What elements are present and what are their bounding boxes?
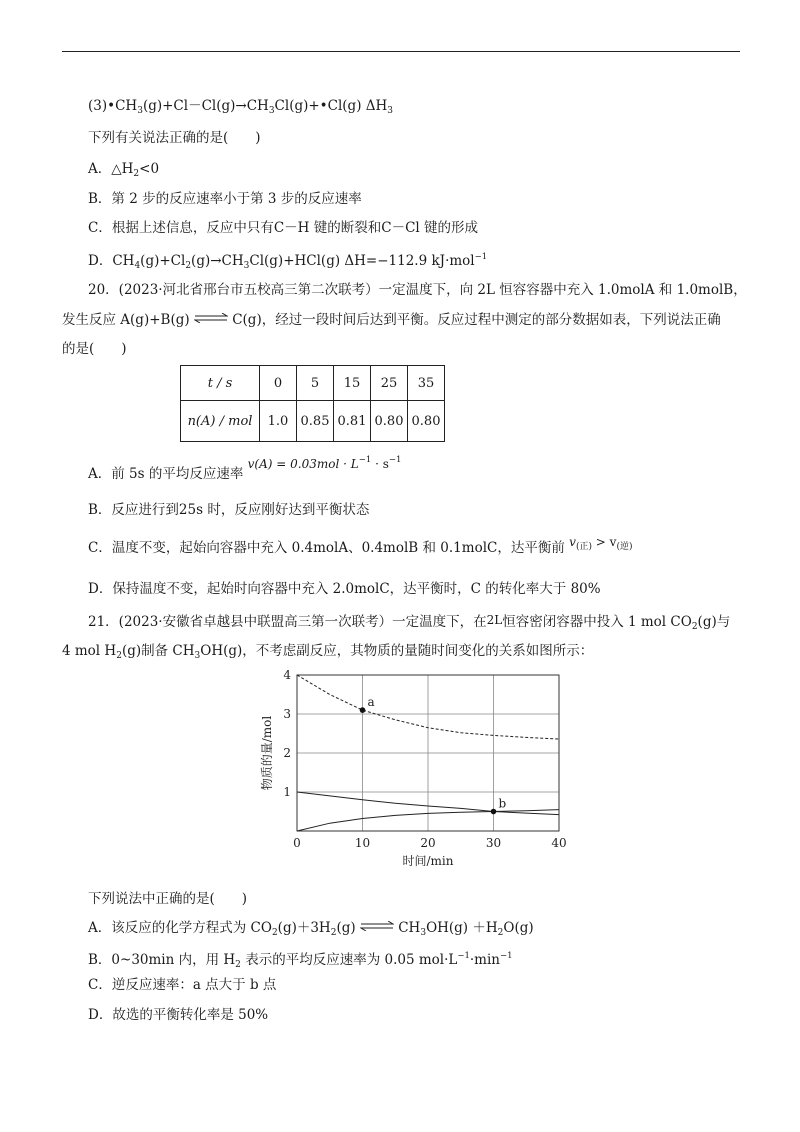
- table-row: [181, 401, 445, 442]
- q20-line3: 的是( ): [62, 341, 127, 357]
- q19-step3: $(3)•CH_3(g)+Cl-Cl(g)\to CH_3Cl(g)+•Cl(g)$ $\Delta H_3$: [88, 98, 394, 116]
- x-tick-label: 0: [293, 836, 301, 850]
- q20-option-c: C．温度不变，起始向容器中充入 0.4molA、0.4molB 和 0.1molC，达平衡前 $v_{(正)} > v_{(逆)}$: [88, 535, 633, 556]
- x-tick-label: 10: [354, 836, 371, 850]
- table-cell: 0.80: [408, 401, 445, 442]
- q19-option-d: D．$CH_4(g)+Cl_2(g)\to CH_3Cl(g)+HCl(g)$ ΔH=−112.9 kJ·mol$^{-1}$: [88, 252, 488, 271]
- y-tick-label: 1: [283, 785, 291, 799]
- table-cell: 0.81: [334, 401, 371, 442]
- table-cell: 25: [371, 366, 408, 401]
- q21-prompt: 下列说法中正确的是( ): [88, 891, 248, 907]
- equilibrium-arrow-icon: [360, 921, 394, 931]
- chart-grid: [297, 675, 559, 831]
- chart-labels: [259, 668, 567, 868]
- rate-formula: $v(A) = 0.03mol \cdot L^{-1} \cdot s^{-1}$: [247, 455, 402, 471]
- equilibrium-arrow-icon: [194, 313, 228, 323]
- point-b: [491, 809, 497, 815]
- table-cell: 0.80: [371, 401, 408, 442]
- q20-data-table: [180, 365, 445, 442]
- table-header-amount: n(A) / mol: [181, 401, 260, 442]
- q21-option-c: C．逆反应速率：a 点大于 b 点: [88, 977, 277, 993]
- q19-prompt: 下列有关说法正确的是( ): [88, 130, 261, 146]
- q21-option-d: D．故选的平衡转化率是 50%: [88, 1007, 269, 1023]
- q20-option-a: A．前 5s 的平均反应速率 $v(A) = 0.03mol \cdot L^{-1} \cdot s^{-1}$: [88, 455, 402, 482]
- y-tick-label: 3: [283, 707, 291, 721]
- q20-line1: 20．(2023·河北省邢台市五校高三第二次联考）一定温度下，向 2L 恒容容器中充入 1.0molA 和 1.0molB，: [88, 282, 747, 298]
- table-row: [181, 366, 445, 401]
- y-tick-label: 4: [283, 668, 291, 682]
- q19-option-a: A．$\triangle H_2<0$: [88, 161, 160, 179]
- x-axis-label: 时间/min: [402, 854, 454, 868]
- y-tick-label: 2: [283, 746, 291, 760]
- point-a: [360, 707, 366, 713]
- q21-line1: 21．(2023·安徽省卓越县中联盟高三第一次联考）一定温度下，在2L恒容密闭容器中投入 1 mol $CO_2(g)$与: [88, 613, 731, 632]
- rate-comparison-formula: $v_{(正)} > v_{(逆)}$: [569, 535, 633, 552]
- table-cell: 1.0: [260, 401, 297, 442]
- q21-line2: 4 mol $H_2(g)$制备 $CH_3OH(g)$，不考虑副反应，其物质的量随时间变化的关系如图所示：: [62, 643, 594, 661]
- point-label-b: b: [498, 796, 507, 811]
- q19-option-b: B．第 2 步的反应速率小于第 3 步的反应速率: [88, 191, 362, 207]
- table-cell: 15: [334, 366, 371, 401]
- x-tick-label: 40: [551, 836, 567, 850]
- table-cell: 0: [260, 366, 297, 401]
- table-cell: 35: [408, 366, 445, 401]
- q20-option-d: D．保持温度不变，起始时向容器中充入 2.0molC，达平衡时，C 的转化率大于 80%: [88, 581, 601, 597]
- q21-option-b: B．0~30min 内，用 $H_2$ 表示的平均反应速率为 0.05 $mol\cdot L^{-1}\cdot\min^{-1}$: [88, 951, 513, 970]
- y-axis-label: 物质的量/mol: [260, 715, 274, 791]
- q20-line2: 发生反应 A(g)+B(g) C(g)，经过一段时间后达到平衡。反应过程中测定的部分数据如表，下列说法正确: [62, 312, 721, 328]
- amount-vs-time-chart: [255, 665, 575, 875]
- header-rule: [62, 51, 740, 52]
- table-header-time: t / s: [181, 366, 260, 401]
- x-tick-label: 20: [420, 836, 436, 850]
- point-label-a: a: [367, 695, 375, 710]
- table-cell: 5: [297, 366, 334, 401]
- x-tick-label: 30: [485, 836, 502, 850]
- q20-option-b: B．反应进行到25s 时，反应刚好达到平衡状态: [88, 502, 370, 518]
- table-cell: 0.85: [297, 401, 334, 442]
- q21-option-a: A．该反应的化学方程式为 $CO_2(g)+3H_2(g)$ $CH_3OH(g) +H_2O(g)$: [88, 920, 534, 938]
- q19-option-c: C．根据上述信息，反应中只有C－H 键的断裂和C－Cl 键的形成: [88, 220, 479, 236]
